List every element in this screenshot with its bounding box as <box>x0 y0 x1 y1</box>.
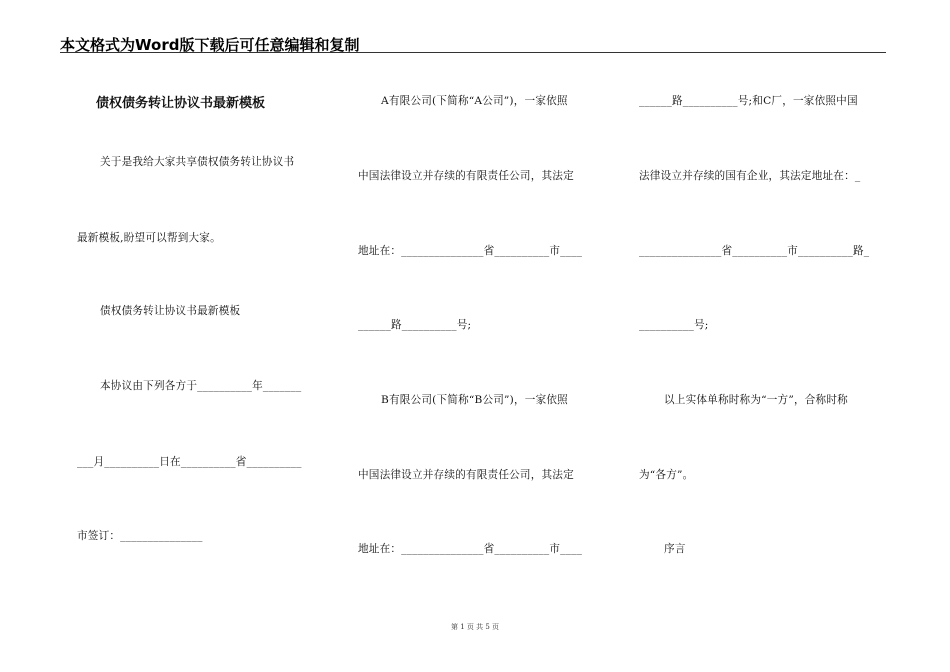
document-title: 债权债务转让协议书最新模板 <box>96 96 266 111</box>
paragraph-line: _______________省__________市__________路_ <box>639 245 870 257</box>
paragraph-line: __________号; <box>639 319 709 331</box>
paragraph-line: ______路__________号; <box>358 319 472 331</box>
header-divider <box>60 52 886 53</box>
paragraph-line: B有限公司(下简称“B公司”)，一家依照 <box>381 394 568 406</box>
paragraph-line: 关于是我给大家共享债权债务转让协议书 <box>100 156 295 168</box>
paragraph-line: ___月__________日在__________省__________ <box>77 456 302 468</box>
paragraph-line: 中国法律设立并存续的有限责任公司，其法定 <box>358 469 574 481</box>
paragraph-line: 市签订：_______________ <box>77 530 203 542</box>
paragraph-line: 最新模板,盼望可以帮到大家。 <box>77 232 221 244</box>
paragraph-line: ______路__________号;和C厂，一家依照中国 <box>639 95 858 107</box>
paragraph-line: 地址在：_______________省__________市____ <box>358 245 583 257</box>
section-heading: 序言 <box>664 543 686 555</box>
paragraph-line: 法律设立并存续的国有企业，其法定地址在：_ <box>639 170 861 182</box>
paragraph-line: 本协议由下列各方于__________年_______ <box>100 380 302 392</box>
paragraph-line: 为“各方”。 <box>639 469 694 481</box>
paragraph-line: 债权债务转让协议书最新模板 <box>100 305 241 317</box>
header-title: 本文格式为Word版下载后可任意编辑和复制 <box>60 36 360 54</box>
paragraph-line: A有限公司(下简称“A公司”)，一家依照 <box>381 95 568 107</box>
paragraph-line: 中国法律设立并存续的有限责任公司，其法定 <box>358 170 574 182</box>
page-number: 第 1 页 共 5 页 <box>450 623 500 631</box>
paragraph-line: 地址在：_______________省__________市____ <box>358 543 583 555</box>
paragraph-line: 以上实体单称时称为“一方”，合称时称 <box>664 394 848 406</box>
